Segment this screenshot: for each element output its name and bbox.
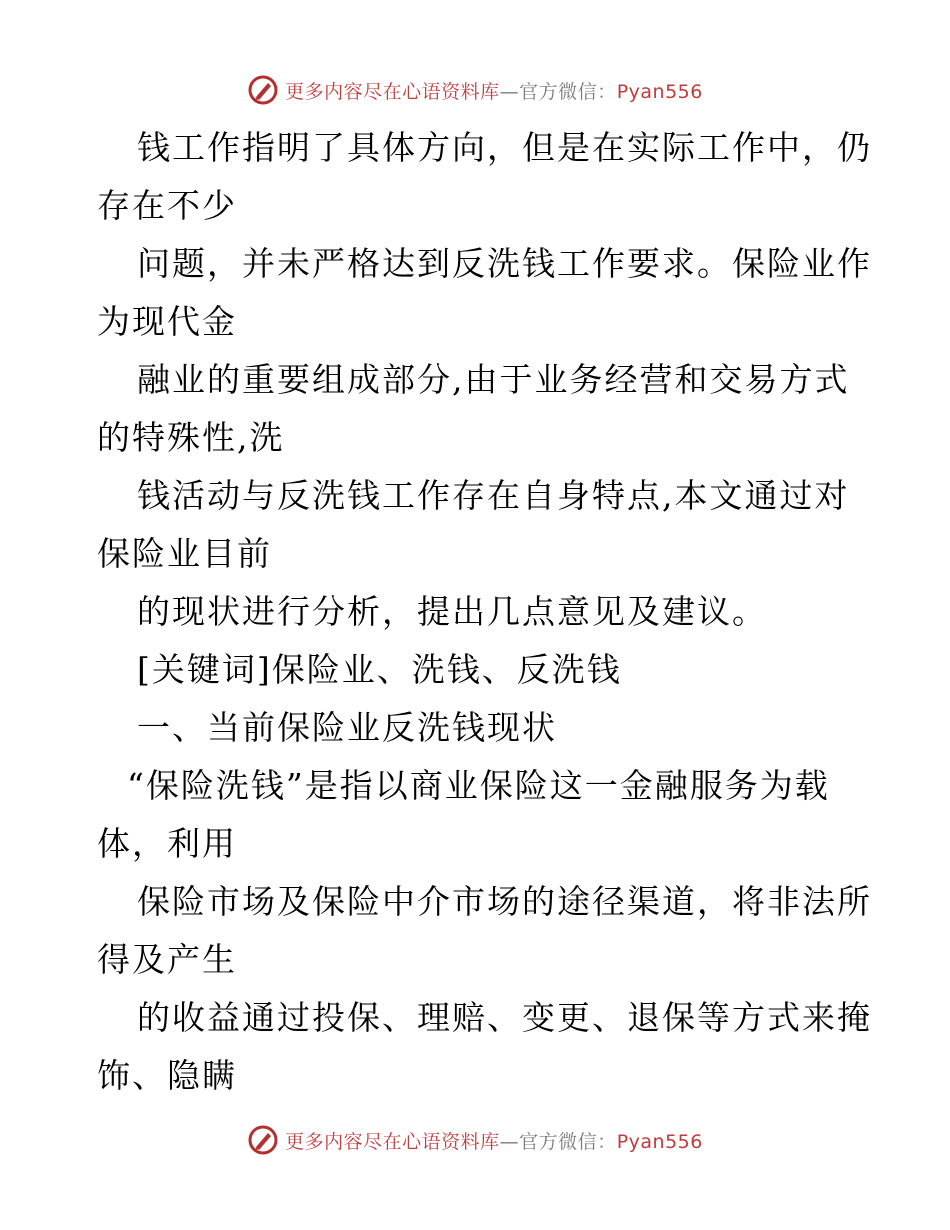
banner-text: [285, 77, 703, 104]
banner-account-id: Pyan556: [616, 80, 703, 103]
text-line: 存在不少: [97, 186, 237, 225]
banner-dash: —: [499, 1130, 520, 1153]
header-banner: [0, 70, 950, 110]
document-body: [97, 119, 872, 1105]
text-line: 钱工作指明了具体方向，但是在实际工作中，仍: [137, 128, 872, 167]
text-line: 的现状进行分析，提出几点意见及建议。: [137, 592, 767, 631]
text-line: 钱活动与反洗钱工作存在自身特点,本文通过对: [137, 476, 850, 515]
banner-account-id: Pyan556: [616, 1130, 703, 1153]
banner-account-label: 官方微信：: [519, 80, 617, 103]
text-line: 为现代金: [97, 302, 237, 341]
footer-banner: [0, 1120, 950, 1160]
section-heading: 一、当前保险业反洗钱现状: [137, 708, 557, 747]
banner-text: [285, 1127, 703, 1154]
text-line: 保险业目前: [97, 534, 272, 573]
pen-logo-icon: [247, 1124, 279, 1156]
text-line: 得及产生: [97, 940, 237, 979]
keywords-line: [关键词]保险业、洗钱、反洗钱: [137, 650, 622, 689]
text-line: 的特殊性,洗: [97, 418, 285, 457]
banner-main: 更多内容尽在心语资料库: [285, 80, 500, 103]
text-line: 的收益通过投保、理赔、变更、退保等方式来掩: [137, 998, 872, 1037]
pen-logo-icon: [247, 74, 279, 106]
text-line: 饰、隐瞒: [97, 1056, 237, 1095]
banner-main: 更多内容尽在心语资料库: [285, 1130, 500, 1153]
text-line: 融业的重要组成部分,由于业务经营和交易方式: [137, 360, 850, 399]
text-line: 体，利用: [97, 824, 237, 863]
text-line: 问题，并未严格达到反洗钱工作要求。保险业作: [137, 244, 872, 283]
text-line: 保险市场及保险中介市场的途径渠道，将非法所: [137, 882, 872, 921]
text-line: “保险洗钱”是指以商业保险这一金融服务为载: [127, 766, 830, 805]
banner-account-label: 官方微信：: [519, 1130, 617, 1153]
banner-dash: —: [499, 80, 520, 103]
